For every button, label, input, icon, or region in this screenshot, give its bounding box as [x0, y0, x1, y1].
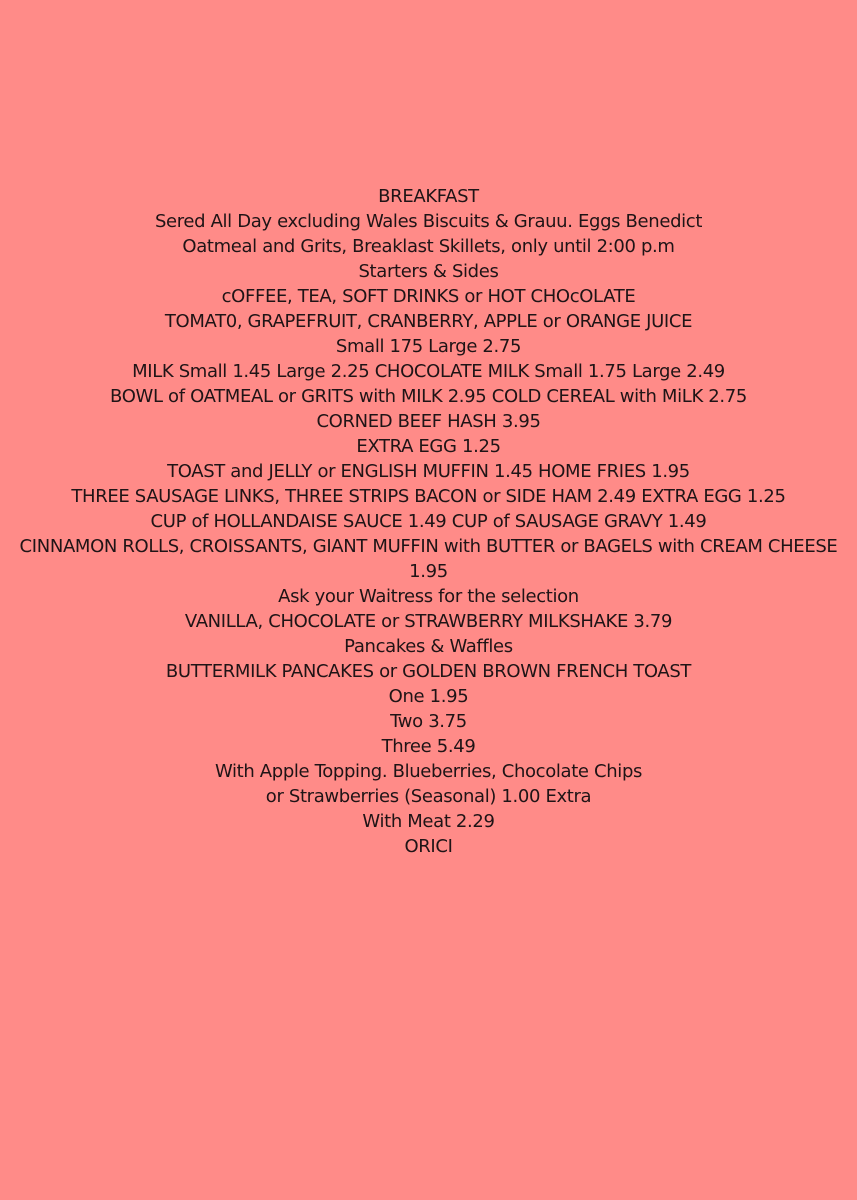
menu-line: or Strawberries (Seasonal) 1.00 Extra	[265, 786, 592, 807]
menu-line: One 1.95	[388, 686, 469, 707]
breakfast-menu	[6, 184, 851, 859]
menu-line: BUTTERMILK PANCAKES or GOLDEN BROWN FRENCH TOAST	[165, 661, 692, 682]
menu-line: BOWL of OATMEAL or GRITS with MILK 2.95 COLD CEREAL with MiLK 2.75	[110, 386, 747, 407]
menu-line: cOFFEE, TEA, SOFT DRINKS or HOT CHOcOLATE	[221, 286, 636, 307]
section-heading-starters: Starters & Sides	[358, 261, 499, 282]
section-heading-pancakes: Pancakes & Waffles	[344, 636, 513, 657]
menu-line: EXTRA EGG 1.25	[356, 436, 501, 457]
menu-line: Ask your Waitress for the selection	[278, 586, 579, 607]
menu-line: Two 3.75	[390, 711, 467, 732]
menu-line: TOMAT0, GRAPEFRUIT, CRANBERRY, APPLE or ORANGE JUICE	[164, 311, 693, 332]
menu-line: Sered All Day excluding Wales Biscuits & Grauu. Eggs Benedict	[154, 211, 703, 232]
menu-line: THREE SAUSAGE LINKS, THREE STRIPS BACON or SIDE HAM 2.49 EXTRA EGG 1.25	[71, 486, 786, 507]
menu-line: CUP of HOLLANDAISE SAUCE 1.49 CUP of SAUSAGE GRAVY 1.49	[150, 511, 707, 532]
menu-line: ORICI	[404, 836, 453, 857]
menu-line: TOAST and JELLY or ENGLISH MUFFIN 1.45 HOME FRIES 1.95	[167, 461, 690, 482]
menu-title: BREAKFAST	[378, 186, 479, 207]
menu-line: Small 175 Large 2.75	[335, 336, 522, 357]
menu-line: Oatmeal and Grits, Breaklast Skillets, only until 2:00 p.m	[182, 236, 675, 257]
menu-line: MILK Small 1.45 Large 2.25 CHOCOLATE MILK Small 1.75 Large 2.49	[132, 361, 725, 382]
menu-line: CORNED BEEF HASH 3.95	[316, 411, 541, 432]
menu-line: CINNAMON ROLLS, CROISSANTS, GIANT MUFFIN with BUTTER or BAGELS with CREAM CHEESE 1.95	[19, 536, 838, 582]
menu-line: Three 5.49	[381, 736, 476, 757]
menu-line: With Apple Topping. Blueberries, Chocolate Chips	[214, 761, 643, 782]
menu-line: VANILLA, CHOCOLATE or STRAWBERRY MILKSHAKE 3.79	[184, 611, 673, 632]
menu-line: With Meat 2.29	[362, 811, 495, 832]
